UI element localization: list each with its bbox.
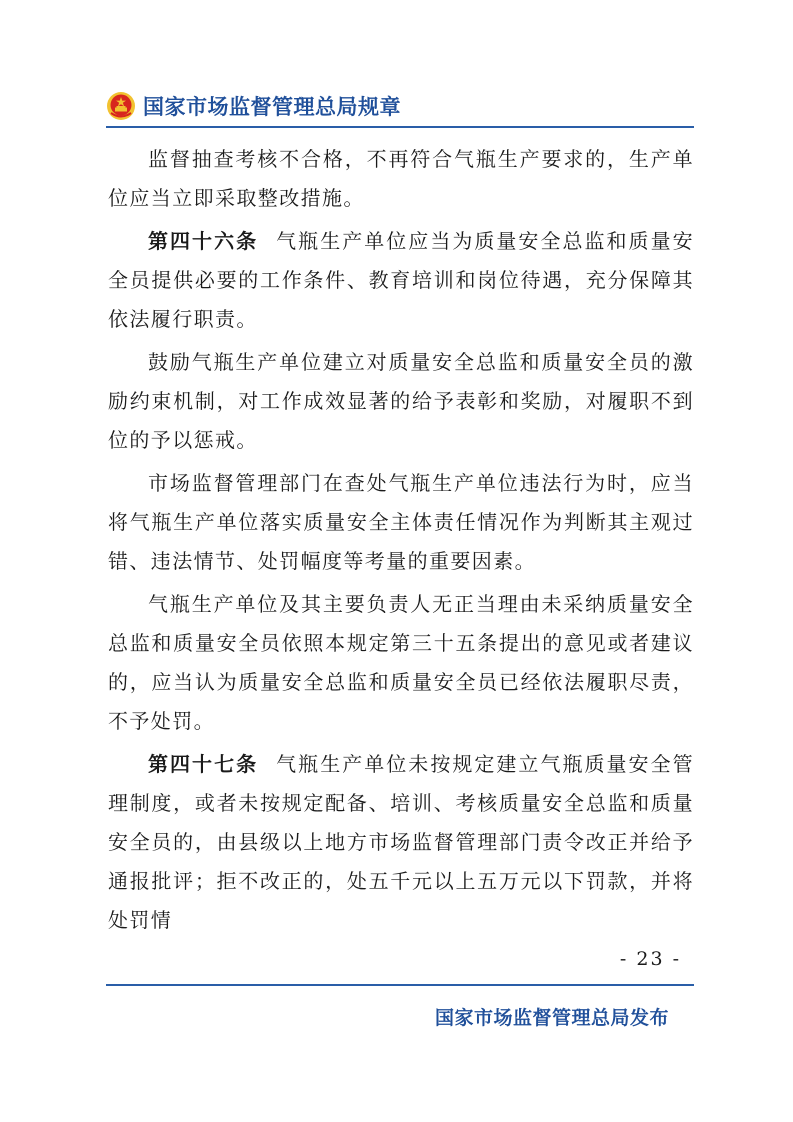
paragraph-text: 气瓶生产单位应当为质量安全总监和质量安全员提供必要的工作条件、教育培训和岗位待遇，充分保障其依法履行职责。: [108, 229, 695, 331]
footer-publisher: 国家市场监督管理总局发布: [434, 1007, 669, 1029]
paragraph: [108, 343, 694, 460]
paragraph: [108, 585, 694, 741]
footer-divider: [106, 984, 694, 986]
paragraph: [108, 140, 694, 218]
paragraph-text: 气瓶生产单位及其主要负责人无正当理由未采纳质量安全总监和质量安全员依照本规定第三十五条提出的意见或者建议的，应当认为质量安全总监和质量安全员已经依法履职尽责，不予处罚。: [108, 592, 694, 733]
paragraph-text: 鼓励气瓶生产单位建立对质量安全总监和质量安全员的激励约束机制，对工作成效显著的给予表彰和奖励，对履职不到位的予以惩戒。: [108, 350, 694, 452]
paragraph-text: 气瓶生产单位未按规定建立气瓶质量安全管理制度，或者未按规定配备、培训、考核质量安全总监和质量安全员的，由县级以上地方市场监督管理部门责令改正并给予通报批评；拒不改正的，处五千元以上五万元以下罚款，并将处罚情: [108, 752, 695, 932]
paragraph: [108, 464, 694, 581]
paragraph-text: 监督抽查考核不合格，不再符合气瓶生产要求的，生产单位应当立即采取整改措施。: [108, 147, 694, 210]
page-header: [106, 84, 694, 128]
header-title: 国家市场监督管理总局规章: [143, 95, 401, 119]
article-number: 第四十七条: [148, 752, 259, 776]
article-paragraph: [108, 222, 694, 339]
article-number: 第四十六条: [148, 229, 259, 253]
document-body: [108, 140, 694, 944]
header-divider: [106, 126, 694, 128]
national-emblem-icon: [106, 91, 136, 121]
page-number: - 23 -: [619, 948, 681, 970]
paragraph-text: 市场监督管理部门在查处气瓶生产单位违法行为时，应当将气瓶生产单位落实质量安全主体责任情况作为判断其主观过错、违法情节、处罚幅度等考量的重要因素。: [108, 471, 694, 573]
article-paragraph: [108, 745, 694, 940]
